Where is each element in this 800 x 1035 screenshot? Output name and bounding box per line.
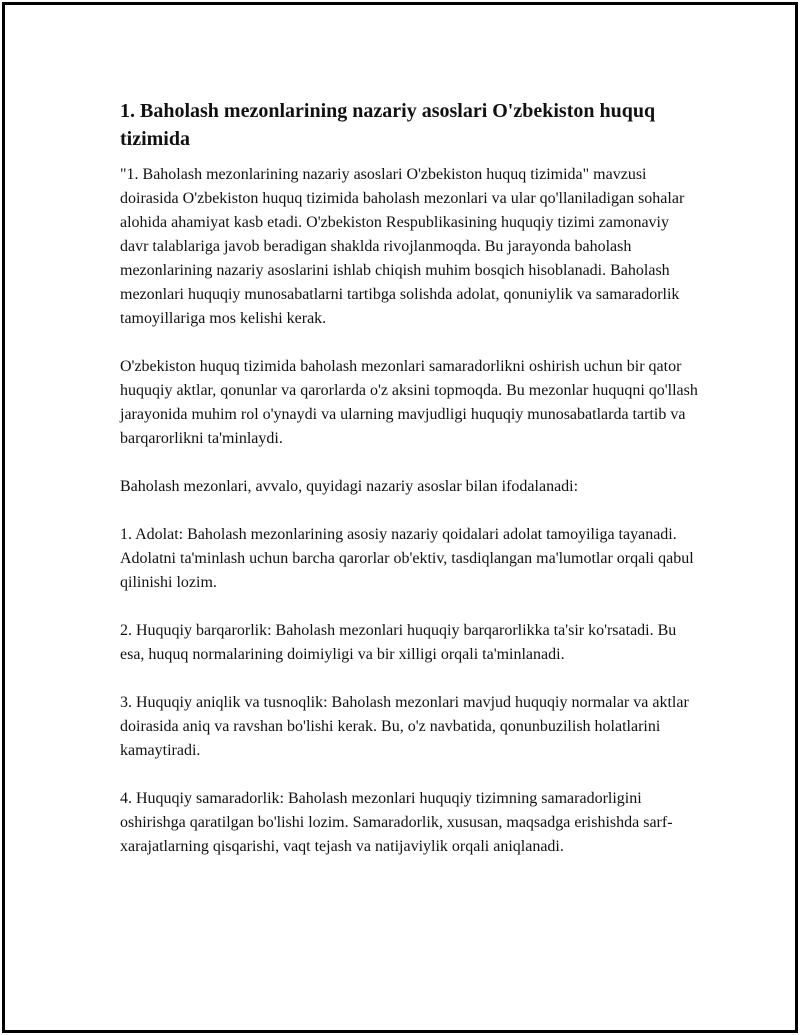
paragraph-legal-acts: O'zbekiston huquq tizimida baholash mezonlari samaradorlikni oshirish uchun bir qator huquqiy aktlar, qonunlar va qarorlarda o'z aksini topmoqda. Bu mezonlar huquqni qo'llash jarayonida muhim rol o'ynaydi va ularning mavjudligi huquqiy munosabatlarda tartib va barqarorlikni ta'minlaydi. [120, 358, 698, 447]
list-item-barqarorlik: 2. Huquqiy barqarorlik: Baholash mezonlari huquqiy barqarorlikka ta'sir ko'rsatadi. Bu esa, huquq normalarining doimiyligi va bir xilligi orqali ta'minlanadi. [120, 622, 677, 663]
list-item-adolat: 1. Adolat: Baholash mezonlarining asosiy nazariy qoidalari adolat tamoyiliga tayanadi. Adolatni ta'minlash uchun barcha qarorlar ob'ektiv, tasdiqlangan ma'lumotlar orqali qabul qilinishi lozim. [120, 526, 694, 591]
document-page [2, 2, 798, 1033]
list-item-samaradorlik: 4. Huquqiy samaradorlik: Baholash mezonlari huquqiy tizimning samaradorligini oshirishga qaratilgan bo'lishi lozim. Samaradorlik, xususan, maqsadga erishishda sarf-xarajatlarning qisqarishi, vaqt tejash va natijaviylik orqali aniqlanadi. [120, 790, 673, 855]
paragraph-list-intro: Baholash mezonlari, avvalo, quyidagi nazariy asoslar bilan ifodalanadi: [120, 478, 579, 495]
document-content [120, 97, 700, 859]
list-item-aniqlik: 3. Huquqiy aniqlik va tusnoqlik: Baholash mezonlari mavjud huquqiy normalar va aktlar doirasida aniq va ravshan bo'lishi kerak. Bu, o'z navbatida, qonunbuzilish holatlarini kamaytiradi. [120, 694, 689, 759]
paragraph-intro: "1. Baholash mezonlarining nazariy asoslari O'zbekiston huquq tizimida" mavzusi doirasida O'zbekiston huquq tizimida baholash mezonlari va ular qo'llaniladigan sohalar alohida ahamiyat kasb etadi. O'zbekiston Respublikasining huquqiy tizimi zamonaviy davr talablariga javob beradigan shaklda rivojlanmoqda. Bu jarayonda baholash mezonlarining nazariy asoslarini ishlab chiqish muhim bosqich hisoblanadi. Baholash mezonlari huquqiy munosabatlarni tartibga solishda adolat, qonuniylik va samaradorlik tamoyillariga mos kelishi kerak. [120, 166, 685, 327]
document-title: 1. Baholash mezonlarining nazariy asoslari O'zbekiston huquq tizimida [120, 100, 656, 150]
